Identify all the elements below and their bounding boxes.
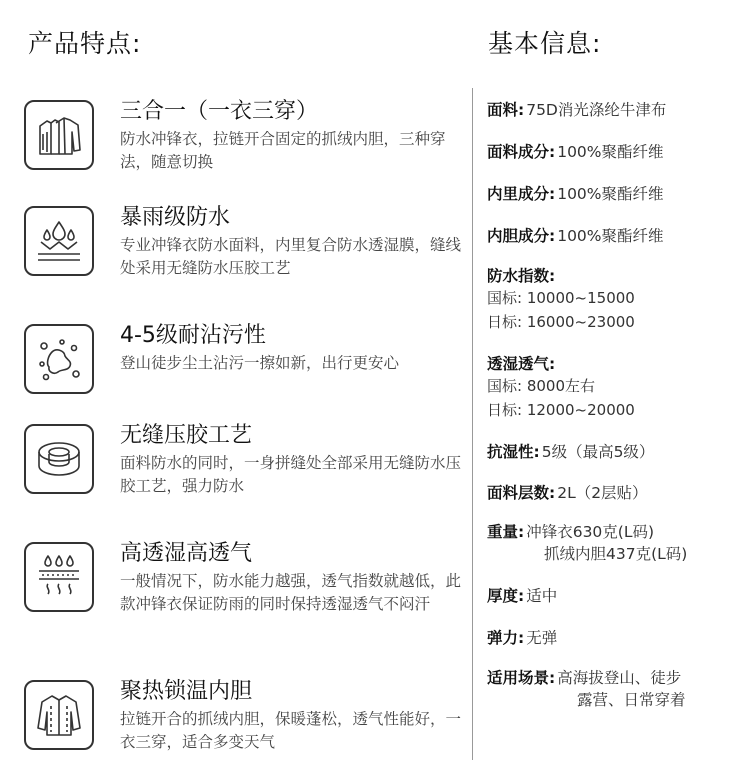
fleece-jacket-icon — [24, 680, 94, 750]
info-waterproof-index — [487, 264, 635, 334]
info-label: 面料: — [487, 101, 525, 119]
info-label: 重量: — [487, 523, 525, 541]
feature-title: 高透湿高透气 — [120, 541, 253, 566]
info-value-continued: 抓绒内胆437克(L码) — [544, 545, 688, 563]
info-fabric-composition — [487, 140, 664, 162]
info-label: 内胆成分: — [487, 227, 556, 245]
info-moisture-permeability — [487, 352, 635, 422]
info-value: 100%聚酯纤维 — [557, 185, 664, 203]
info-label: 适用场景: — [487, 669, 556, 687]
info-value: 2L（2层贴） — [557, 484, 648, 502]
info-value-continued: 露营、日常穿着 — [577, 691, 686, 709]
feature-description: 专业冲锋衣防水面料，内里复合防水透湿膜，缝线处采用无缝防水压胶工艺 — [120, 236, 462, 277]
info-liner-composition — [487, 224, 664, 246]
info-label: 面料成分: — [487, 143, 556, 161]
stain-resistant-icon — [24, 324, 94, 394]
info-fabric-layers — [487, 481, 648, 503]
feature-description: 面料防水的同时，一身拼缝处全部采用无缝防水压胶工艺，强力防水 — [120, 454, 462, 495]
features-heading: 产品特点: — [28, 29, 142, 58]
feature-title: 聚热锁温内胆 — [120, 679, 253, 704]
column-divider — [472, 88, 473, 760]
feature-title: 暴雨级防水 — [120, 205, 231, 230]
feature-title: 三合一（一衣三穿） — [120, 99, 319, 124]
info-moisture-resistance — [487, 440, 654, 462]
info-label: 防水指数: — [487, 267, 556, 285]
info-value: 100%聚酯纤维 — [557, 227, 664, 245]
info-value: 5级（最高5级） — [541, 443, 655, 461]
jacket-layers-icon — [24, 100, 94, 170]
breathable-icon — [24, 542, 94, 612]
info-label: 抗湿性: — [487, 443, 540, 461]
info-label: 内里成分: — [487, 185, 556, 203]
info-japan-standard: 日标: 12000~20000 — [487, 401, 635, 419]
rain-drops-waterproof-icon — [24, 206, 94, 276]
info-national-standard: 国标: 10000~15000 — [487, 289, 635, 307]
info-label: 弹力: — [487, 629, 525, 647]
info-japan-standard: 日标: 16000~23000 — [487, 313, 635, 331]
feature-description: 防水冲锋衣，拉链开合固定的抓绒内胆，三种穿法，随意切换 — [120, 130, 446, 171]
info-elasticity — [487, 626, 557, 648]
info-value: 冲锋衣630克(L码) — [526, 523, 655, 541]
info-lining-composition — [487, 182, 664, 204]
info-value: 无弹 — [526, 629, 558, 647]
feature-title: 无缝压胶工艺 — [120, 423, 253, 448]
info-national-standard: 国标: 8000左右 — [487, 377, 595, 395]
tape-roll-icon — [24, 424, 94, 494]
feature-title: 4-5级耐沾污性 — [120, 323, 266, 348]
info-label: 厚度: — [487, 587, 525, 605]
info-thickness — [487, 584, 557, 606]
info-value: 适中 — [526, 587, 558, 605]
info-value: 75D消光涤纶牛津布 — [526, 101, 667, 119]
feature-description: 一般情况下，防水能力越强，透气指数就越低，此款冲锋衣保证防雨的同时保持透湿透气不闷汗 — [120, 572, 462, 613]
feature-description: 登山徒步尘土沾污一擦如新，出行更安心 — [120, 354, 400, 372]
info-heading: 基本信息: — [488, 29, 602, 58]
info-value: 100%聚酯纤维 — [557, 143, 664, 161]
info-weight — [487, 520, 687, 564]
feature-description: 拉链开合的抓绒内胆，保暖蓬松，透气性能好，一衣三穿，适合多变天气 — [120, 710, 462, 751]
info-usage-scenario — [487, 666, 686, 710]
info-fabric — [487, 98, 666, 120]
info-value: 高海拔登山、徒步 — [557, 669, 682, 687]
info-label: 透湿透气: — [487, 355, 556, 373]
info-label: 面料层数: — [487, 484, 556, 502]
